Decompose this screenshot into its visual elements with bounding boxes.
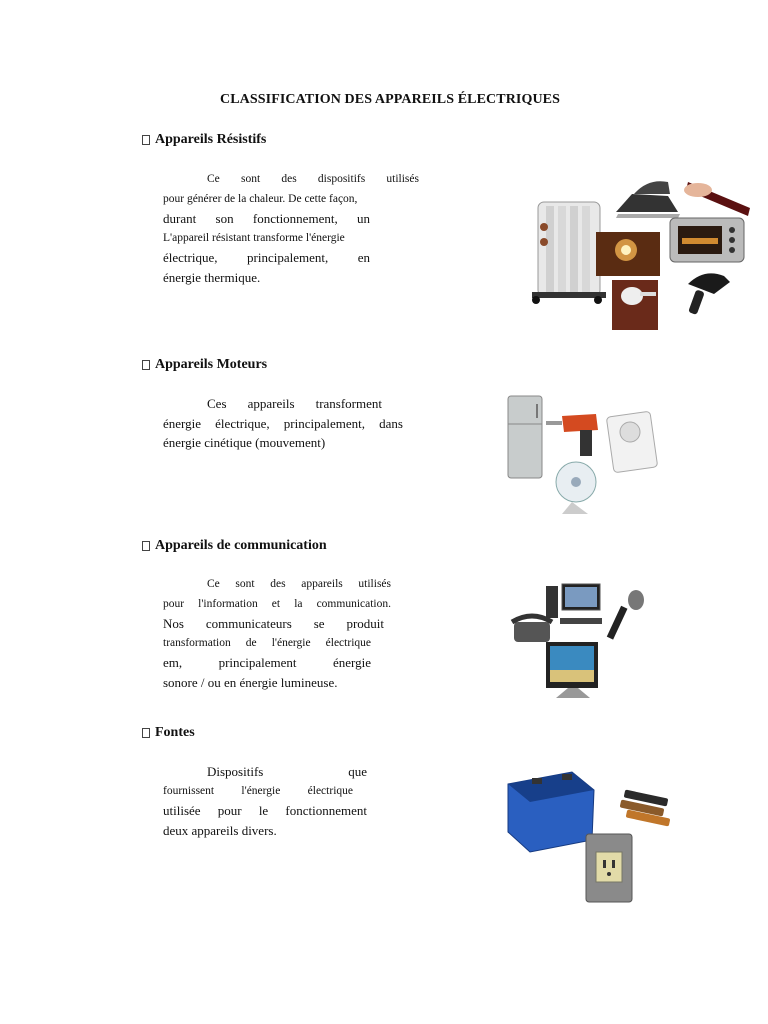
paragraph-line: énergie cinétique (mouvement) bbox=[163, 435, 326, 450]
page-title: CLASSIFICATION DES APPAREILS ÉLECTRIQUES bbox=[220, 92, 560, 107]
communication-devices-image bbox=[510, 582, 650, 704]
section-paragraph-communication bbox=[163, 575, 391, 692]
resistive-appliances-image bbox=[528, 172, 752, 332]
radiator-icon bbox=[532, 202, 606, 304]
bullet-icon bbox=[142, 135, 150, 145]
aa-batteries-icon bbox=[620, 790, 671, 827]
iron-icon bbox=[616, 181, 680, 218]
telephone-icon bbox=[512, 616, 552, 642]
hair-dryer-icon bbox=[688, 273, 730, 315]
paragraph-line: énergie électrique, principalement, dans bbox=[163, 415, 403, 431]
paragraph-line: Dispositifs que bbox=[207, 764, 367, 779]
paragraph-line: Nos communicateurs se produit bbox=[163, 616, 384, 631]
refrigerator-icon bbox=[508, 396, 542, 478]
section-heading-label: Appareils Moteurs bbox=[155, 357, 268, 372]
paragraph-line: L'appareil résistant transforme l'énergie bbox=[163, 231, 345, 244]
paragraph-line: Ces appareils transforment bbox=[207, 396, 382, 411]
section-heading-label: Fontes bbox=[155, 725, 195, 740]
wall-outlet-icon bbox=[586, 834, 632, 902]
section-heading-moteurs bbox=[142, 357, 267, 373]
paragraph-line: pour l'information et la communication. bbox=[163, 597, 391, 610]
car-battery-icon bbox=[508, 772, 594, 852]
shower-heater-icon bbox=[612, 280, 658, 330]
section-heading-label: Appareils de communication bbox=[155, 538, 327, 553]
computer-icon bbox=[546, 584, 602, 624]
paragraph-line: durant son fonctionnement, un bbox=[163, 211, 370, 226]
paragraph-line: pour générer de la chaleur. De cette façon, bbox=[163, 192, 358, 205]
paragraph-line: électrique, principalement, en bbox=[163, 250, 370, 265]
motor-appliances-image bbox=[506, 394, 662, 518]
section-heading-resistifs bbox=[142, 132, 266, 148]
hair-straightener-icon bbox=[684, 182, 750, 216]
light-bulb-icon bbox=[596, 232, 660, 276]
fan-icon bbox=[556, 462, 596, 514]
paragraph-line: deux appareils divers. bbox=[163, 822, 277, 838]
bullet-icon bbox=[142, 728, 150, 738]
bullet-icon bbox=[142, 360, 150, 370]
section-heading-communication bbox=[142, 538, 327, 554]
toaster-oven-icon bbox=[670, 218, 744, 262]
paragraph-line: utilisée pour le fonctionnement bbox=[163, 803, 367, 818]
paragraph-line: énergie thermique. bbox=[163, 269, 261, 285]
drill-icon bbox=[546, 414, 598, 456]
paragraph-line: Ce sont des dispositifs utilisés bbox=[207, 173, 419, 185]
paragraph-line: em, principalement énergie bbox=[163, 655, 371, 670]
section-paragraph-moteurs bbox=[163, 394, 403, 453]
paragraph-line: transformation de l'énergie électrique bbox=[163, 636, 371, 649]
microphone-icon bbox=[607, 590, 644, 640]
washing-machine-icon bbox=[606, 411, 657, 473]
television-icon bbox=[546, 642, 598, 698]
power-sources-image bbox=[502, 764, 678, 910]
paragraph-line: fournissent l'énergie électrique bbox=[163, 784, 353, 797]
section-heading-fontes bbox=[142, 725, 195, 741]
paragraph-line: Ce sont des appareils utilisés bbox=[207, 578, 391, 590]
section-paragraph-resistifs bbox=[163, 170, 419, 287]
section-paragraph-fontes bbox=[163, 762, 367, 840]
section-heading-label: Appareils Résistifs bbox=[155, 132, 267, 147]
paragraph-line: sonore / ou en énergie lumineuse. bbox=[163, 674, 338, 690]
bullet-icon bbox=[142, 541, 150, 551]
